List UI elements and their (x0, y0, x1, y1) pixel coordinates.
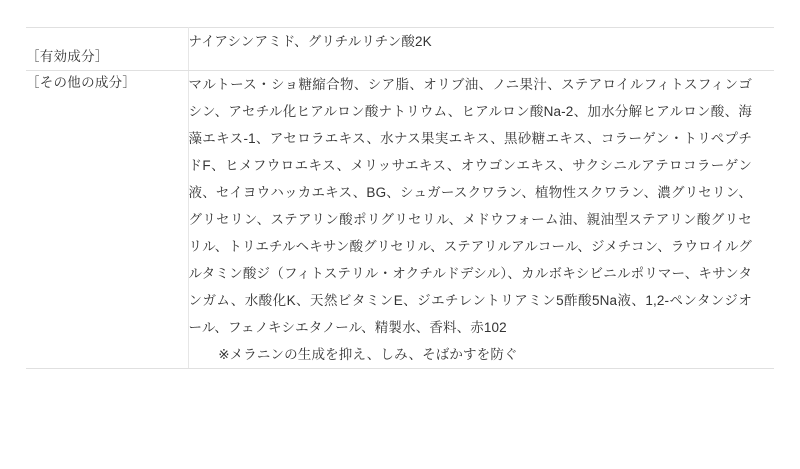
row-label-cell (26, 28, 188, 71)
other-ingredients-label: ［その他の成分］ (26, 74, 137, 90)
table-row (26, 70, 774, 368)
other-ingredients-note: ※メラニンの生成を抑え、しみ、そばかすを防ぐ (218, 346, 518, 362)
row-value-cell (188, 28, 774, 71)
ingredient-table-body (26, 28, 774, 369)
ingredient-table (26, 27, 774, 369)
other-ingredients-value: マルトース・ショ糖縮合物、シア脂、オリブ油、ノニ果汁、ステアロイルフィトスフィンゴシン、アセチル化ヒアルロン酸ナトリウム、ヒアルロン酸Na-2、加水分解ヒアルロン酸、海藻エキス-1、アセロラエキス、水ナス果実エキス、黒砂糖エキス、コラーゲン・トリペプチドF、ヒメフウロエキス、メリッサエキス、オウゴンエキス、サクシニルアテロコラーゲン液、セイヨウハッカエキス、BG、シュガースクワラン、植物性スクワラン、濃グリセリン、グリセリン、ステアリン酸ポリグリセリル、メドウフォーム油、親油型ステアリン酸グリセリル、トリエチルヘキサン酸グリセリル、ステアリルアルコール、ジメチコン、ラウロイルグルタミン酸ジ（フィトステリル・オクチルドデシル）、カルボキシビニルポリマー、キサンタンガム、水酸化K、天然ビタミンE、ジエチレントリアミン5酢酸5Na液、1,2-ペンタンジオール、フェノキシエタノール、精製水、香料、赤102 (188, 76, 752, 335)
table-row (26, 28, 774, 71)
row-label-cell (26, 70, 188, 368)
active-ingredients-label: ［有効成分］ (26, 49, 109, 64)
active-ingredients-value: ナイアシンアミド、グリチルリチン酸2K (188, 34, 432, 49)
row-value-cell (188, 70, 774, 368)
